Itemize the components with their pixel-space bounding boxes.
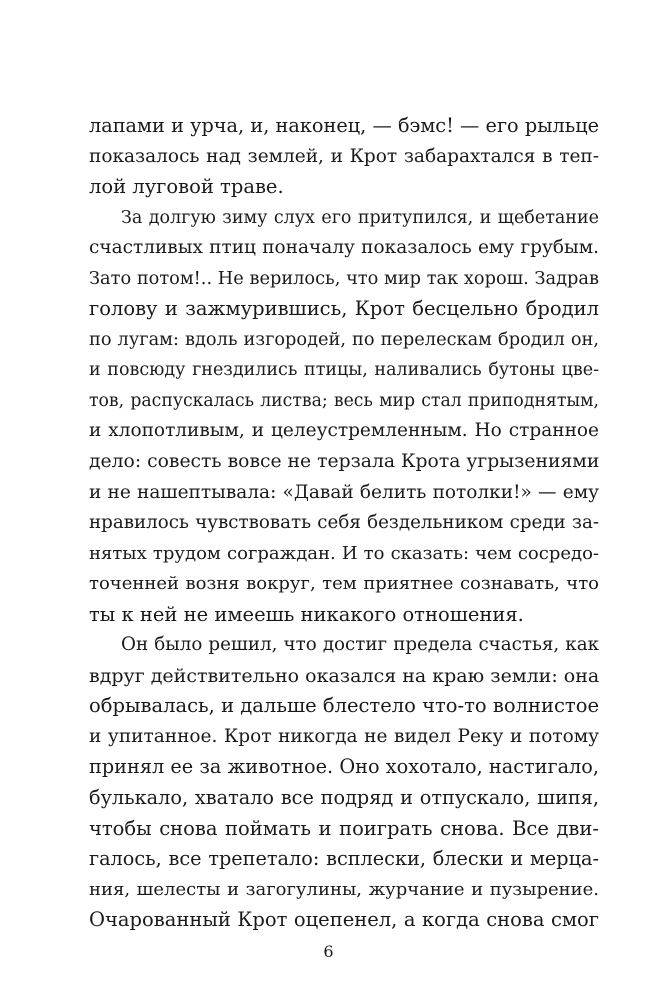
text-line: Очарованный Крот оцепенел, а когда снова смог xyxy=(89,908,599,932)
text-line: Зато потом!.. Не верилось, что мир так хорош. Задрав xyxy=(89,268,599,289)
text-line: и хлопотливым, и целеустремленным. Но странное xyxy=(89,420,599,442)
text-line: принял ее за животное. Оно хохотало, настигало, xyxy=(89,755,599,779)
text-line: ния, шелесты и загогулины, журчание и пузырение. xyxy=(89,878,599,900)
text-line: ты к ней не имеешь никакого отношения. xyxy=(89,602,524,626)
text-line: Он было решил, что достиг предела счастья, как xyxy=(121,634,599,656)
text-line: дело: совесть вовсе не терзала Крота угрызениями xyxy=(89,451,599,473)
text-line: чтобы снова поймать и поиграть снова. Все дви- xyxy=(89,816,599,840)
page-number: 6 xyxy=(323,942,334,961)
text-line: точенней возня вокруг, тем приятнее сознавать, что xyxy=(89,573,599,595)
body-text xyxy=(89,111,599,936)
text-line: тов, распускалась листва; весь мир стал приподнятым, xyxy=(89,390,599,411)
text-line: лой луговой траве. xyxy=(89,175,284,199)
text-line: булькало, хватало все подряд и отпускало, шипя, xyxy=(89,786,599,810)
text-line: нятых трудом сограждан. И то сказать: чем сосредо- xyxy=(89,542,599,564)
text-line: показалось над землей, и Крот забарахтался в теп- xyxy=(89,145,599,167)
text-line: вдруг действительно оказался на краю земли: она xyxy=(89,664,599,687)
text-line: обрывалась, и дальше блестело что-то волнистое xyxy=(89,694,599,718)
text-line: нравилось чувствовать себя бездельником среди за- xyxy=(89,512,599,534)
text-line: и повсюду гнездились птицы, наливались бутоны цве- xyxy=(89,360,599,381)
text-line: галось, все трепетало: всплески, блески и мерца- xyxy=(89,847,599,871)
text-line: и не нашептывала: «Давай белить потолки!» — ему xyxy=(89,481,599,503)
text-line: и упитанное. Крот никогда не видел Реку и потому xyxy=(89,725,599,747)
text-line: голову и зажмурившись, Крот бесцельно бродил xyxy=(89,297,599,321)
text-line: За долгую зиму слух его притупился, и щебетание xyxy=(121,207,599,228)
text-line: счастливых птиц поначалу показалось ему грубым. xyxy=(89,237,599,259)
text-line: по лугам: вдоль изгородей, по перелескам бродил он, xyxy=(89,329,599,350)
text-line: лапами и урча, и, наконец, — бэмс! — его рыльце xyxy=(89,114,599,137)
